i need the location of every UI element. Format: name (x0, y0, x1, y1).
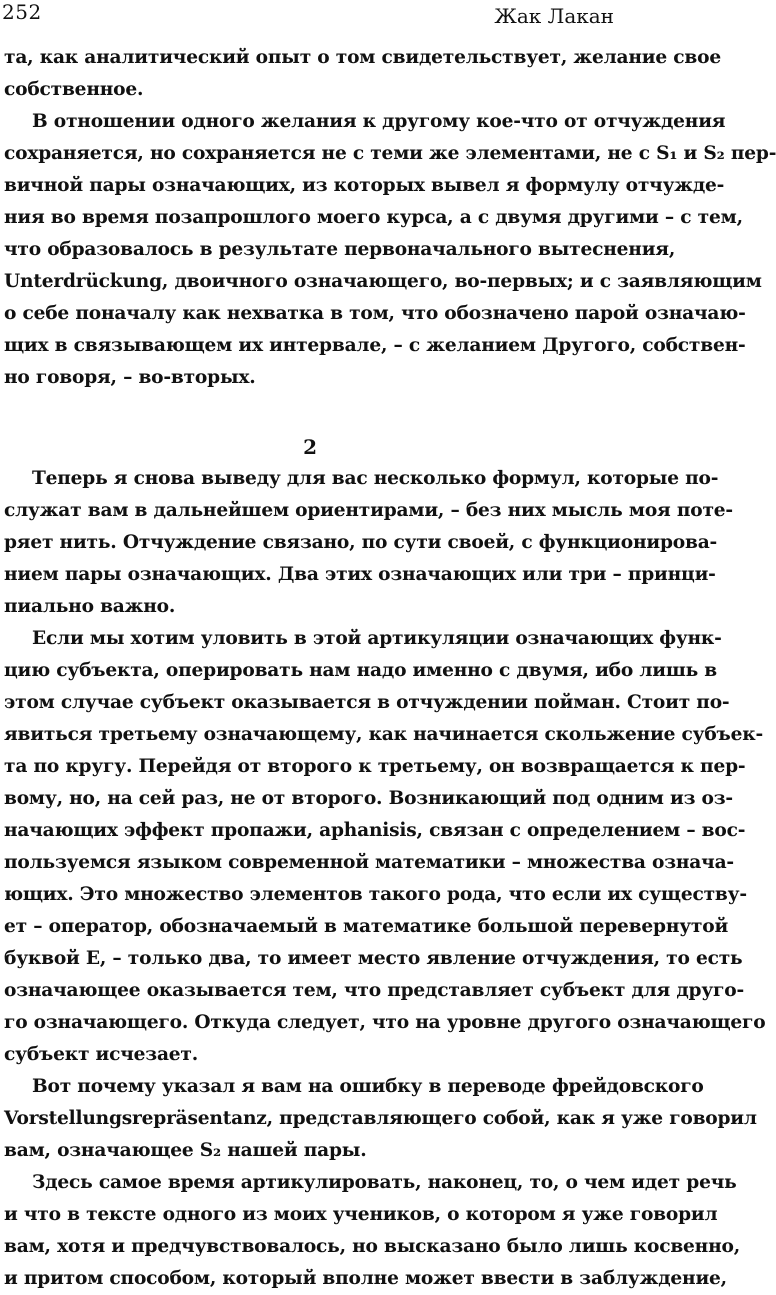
body-text (4, 42, 776, 1295)
text-line: служат вам в дальнейшем ориентирами, – без них мысль моя поте- (4, 500, 733, 521)
text-line: ряет нить. Отчуждение связано, по сути своей, с функционирова- (4, 532, 718, 553)
text-line: о себе поначалу как нехватка в том, что обозначено парой означаю- (4, 303, 746, 324)
text-line: пиально важно. (4, 596, 176, 617)
text-line: начающих эффект пропажи, aphanisis, связан с определением – вос- (4, 820, 746, 841)
text-line: пользуемся языком современной математики – множества означа- (4, 852, 734, 873)
text-line: Вот почему указал я вам на ошибку в переводе фрейдовского (32, 1076, 704, 1097)
text-line: вам, хотя и предчувствовалось, но высказано было лишь косвенно, (4, 1236, 740, 1257)
text-line: Здесь самое время артикулировать, наконец, то, о чем идет речь (32, 1172, 737, 1193)
text-line: вому, но, на сей раз, не от второго. Возникающий под одним из оз- (4, 788, 733, 809)
section-number: 2 (303, 435, 317, 459)
page-header (0, 0, 620, 30)
text-line: Теперь я снова выведу для вас несколько формул, которые по- (32, 468, 719, 489)
text-line: означающее оказывается тем, что представляет субъект для друго- (4, 980, 744, 1001)
text-line: этом случае субъект оказывается в отчуждении пойман. Стоит по- (4, 692, 730, 713)
running-head-author: Жак Лакан (494, 4, 614, 28)
text-line: буквой E, – только два, то имеет место явление отчуждения, то есть (4, 948, 743, 969)
text-line: но говоря, – во-вторых. (4, 367, 256, 388)
text-line: вам, означающее S₂ нашей пары. (4, 1140, 367, 1161)
text-line: нием пары означающих. Два этих означающих или три – принци- (4, 564, 716, 585)
text-line: собственное. (4, 79, 144, 100)
text-line: и что в тексте одного из моих учеников, о котором я уже говорил (4, 1204, 718, 1225)
text-line: вичной пары означающих, из которых вывел я формулу отчужде- (4, 175, 725, 196)
text-line: Если мы хотим уловить в этой артикуляции означающих функ- (32, 628, 722, 649)
text-line: субъект исчезает. (4, 1044, 199, 1065)
text-line: ющих. Это множество элементов такого рода, что если их существу- (4, 884, 747, 905)
text-line: Unterdrückung, двоичного означающего, во-первых; и с заявляющим (4, 271, 762, 292)
text-line: ния во время позапрошлого моего курса, а с двумя другими – с тем, (4, 207, 743, 228)
page-number: 252 (2, 0, 42, 24)
text-line: что образовалось в результате первоначального вытеснения, (4, 239, 676, 260)
text-line: сохраняется, но сохраняется не с теми же элементами, не с S₁ и S₂ пер- (4, 143, 776, 164)
text-line: цию субъекта, оперировать нам надо именно с двумя, ибо лишь в (4, 660, 718, 681)
text-line: щих в связывающем их интервале, – с желанием Другого, собствен- (4, 335, 746, 356)
text-line: та по кругу. Перейдя от второго к третьему, он возвращается к пер- (4, 756, 746, 777)
text-line: В отношении одного желания к другому кое-что от отчуждения (32, 111, 726, 132)
text-line: та, как аналитический опыт о том свидетельствует, желание свое (4, 47, 721, 68)
text-line: го означающего. Откуда следует, что на уровне другого означающего (4, 1012, 766, 1033)
text-line: явиться третьему означающему, как начинается скольжение субъек- (4, 724, 763, 745)
text-line: и притом способом, который вполне может ввести в заблуждение, (4, 1268, 727, 1289)
text-line: ет – оператор, обозначаемый в математике большой перевернутой (4, 916, 729, 937)
text-line: Vorstellungsrepräsentanz, представляющего собой, как я уже говорил (4, 1108, 757, 1129)
